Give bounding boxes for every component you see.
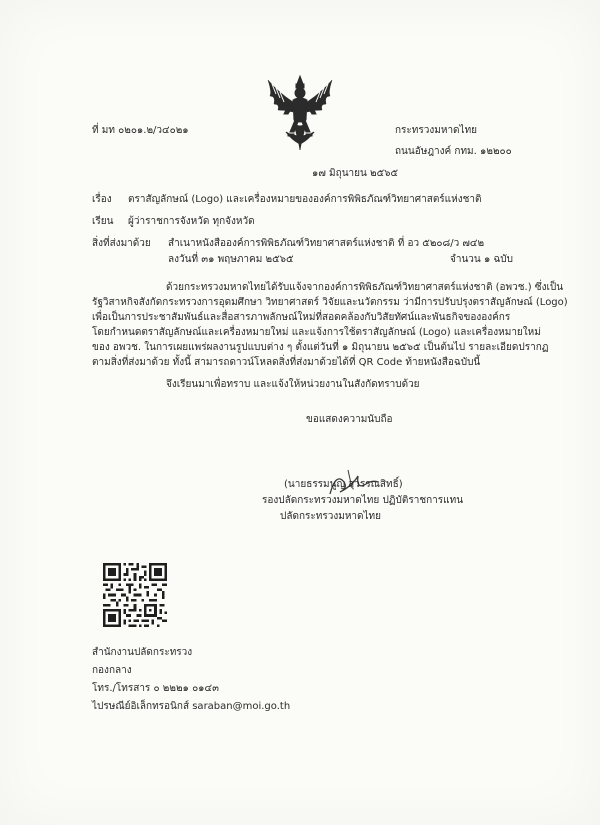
recipient-text: ผู้ว่าราชการจังหวัด ทุกจังหวัด bbox=[128, 216, 255, 227]
signer-position-1: รองปลัดกระทรวงมหาดไทย ปฏิบัติราชการแทน bbox=[262, 495, 464, 506]
qr-code[interactable] bbox=[103, 563, 167, 627]
body-line: โดยกำหนดตราสัญลักษณ์และเครื่องหมายใหม่ และแจ้งการใช้ตราสัญลักษณ์ (Logo) และเครื่องหมายใหม่ bbox=[92, 327, 541, 338]
body-line: รัฐวิสาหกิจสังกัดกระทรวงการอุดมศึกษา วิทยาศาสตร์ วิจัยและนวัตกรรม ว่ามีการปรับปรุงตราสัญลักษณ์ (Logo) bbox=[92, 297, 568, 308]
subject-label: เรื่อง bbox=[92, 194, 112, 205]
subject-text: ตราสัญลักษณ์ (Logo) และเครื่องหมายขององค์การพิพิธภัณฑ์วิทยาศาสตร์แห่งชาติ bbox=[128, 194, 482, 205]
attachment-line2: ลงวันที่ ๓๑ พฤษภาคม ๒๕๖๕ bbox=[168, 254, 294, 265]
salutation: ขอแสดงความนับถือ bbox=[306, 414, 393, 425]
signer-position-2: ปลัดกระทรวงมหาดไทย bbox=[280, 511, 382, 522]
recipient-label: เรียน bbox=[92, 216, 114, 227]
body-line: เพื่อเป็นการประชาสัมพันธ์และสื่อสารภาพลักษณ์ใหม่ที่สอดคล้องกับวิสัยทัศน์และพันธกิจขององค์กร bbox=[92, 312, 511, 323]
body-line: ตามสิ่งที่ส่งมาด้วย ทั้งนี้ สามารถดาวน์โหลดสิ่งที่ส่งมาด้วยได้ที่ QR Code ท้ายหนังสือฉบับนี้ bbox=[92, 357, 481, 368]
ministry-name: กระทรวงมหาดไทย bbox=[395, 125, 478, 136]
signer-name: (นายธรรมนูญ สุวรรณสิทธิ์) bbox=[284, 479, 403, 490]
attachment-line1: สำเนาหนังสือองค์การพิพิธภัณฑ์วิทยาศาสตร์แห่งชาติ ที่ อว ๕๒๐๘/ว ๗๔๒ bbox=[168, 238, 485, 249]
attachment-label: สิ่งที่ส่งมาด้วย bbox=[92, 238, 151, 249]
footer-email: ไปรษณีย์อิเล็กทรอนิกส์ saraban@moi.go.th bbox=[92, 701, 291, 712]
body-line: ของ อพวช. ในการเผยแพร่ผลงานรูปแบบต่าง ๆ ตั้งแต่วันที่ ๑ มิถุนายน ๒๕๖๕ เป็นต้นไป รายละเอียดปรากฏ bbox=[92, 342, 549, 353]
document-number: ที่ มท ๐๒๐๑.๒/ว๔๐๒๑ bbox=[92, 125, 189, 136]
garuda-emblem bbox=[264, 74, 336, 154]
attachment-count: จำนวน ๑ ฉบับ bbox=[450, 254, 513, 265]
document-date: ๑๗ มิถุนายน ๒๕๖๕ bbox=[312, 168, 399, 179]
ministry-address: ถนนอัษฎางค์ กทม. ๑๒๒๐๐ bbox=[395, 146, 512, 157]
footer-phone: โทร./โทรสาร ๐ ๒๒๒๑ ๐๑๔๓ bbox=[92, 683, 219, 694]
footer-office: สำนักงานปลัดกระทรวง bbox=[92, 647, 193, 658]
body-line: ด้วยกระทรวงมหาดไทยได้รับแจ้งจากองค์การพิพิธภัณฑ์วิทยาศาสตร์แห่งชาติ (อพวช.) ซึ่งเป็น bbox=[166, 282, 564, 293]
footer-division: กองกลาง bbox=[92, 665, 132, 676]
closing-request: จึงเรียนมาเพื่อทราบ และแจ้งให้หน่วยงานในสังกัดทราบด้วย bbox=[166, 379, 420, 390]
